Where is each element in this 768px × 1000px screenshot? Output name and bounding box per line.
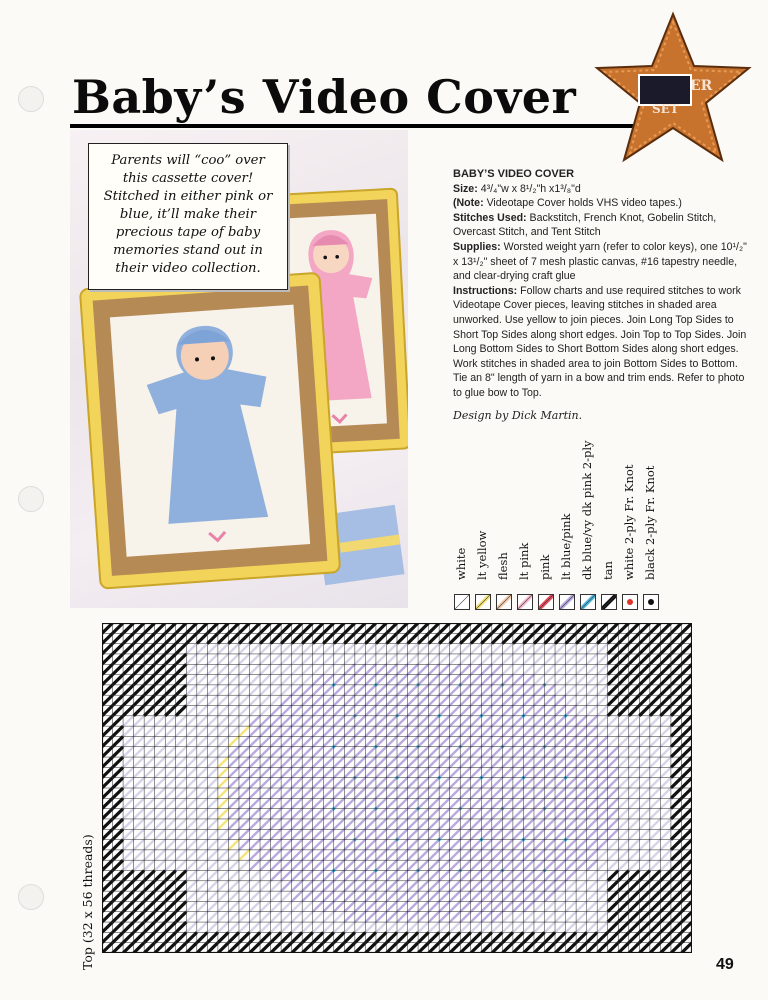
instructions-value: Follow charts and use required stitches to work Videotape Cover pieces, leaving stitches in shaded area unworked. Use yellow to join pieces. Join Long Top Sides to Short Top Sides along short edges. Join Top to Top Sides. Join Long Bottom Sides to Short Bottom Sides along short edges. Work stitches in shaded area to join Bottom Sides to Bottom. Tie an 8" length of yarn in a bow and trim ends. Refer to photo to glue bow to Top.: [453, 284, 747, 399]
photo-caption-box: [88, 143, 288, 290]
color-key-swatch: [643, 594, 659, 610]
color-key-item: [452, 430, 472, 610]
color-key-item: [515, 430, 535, 610]
star-badge-text-bottom: SET: [652, 102, 679, 116]
size-line: [453, 182, 751, 197]
page-title: Baby’s Video Cover: [72, 70, 577, 124]
stitches-label: Stitches Used:: [453, 211, 527, 224]
color-key-label: pink: [538, 554, 552, 580]
instructions-heading: BABY’S VIDEO COVER: [453, 168, 575, 180]
color-key-label: lt blue/pink: [559, 513, 573, 580]
instructions-label: Instructions:: [453, 284, 518, 297]
designer-credit: Design by Dick Martin.: [453, 409, 583, 422]
color-key: [452, 430, 662, 610]
punch-hole-middle: [18, 486, 44, 512]
color-key-label: white 2-ply Fr. Knot: [622, 464, 636, 580]
supplies-value: Worsted weight yarn (refer to color keys), one 10¹/₂" x 13¹/₂" sheet of 7 mesh plastic canvas, #16 tapestry needle, and clear-drying craft glue: [453, 240, 747, 283]
color-key-swatch: [580, 594, 596, 610]
color-key-swatch: [496, 594, 512, 610]
color-key-label: black 2-ply Fr. Knot: [643, 465, 657, 580]
punch-hole-bottom: [18, 884, 44, 910]
punch-hole-top: [18, 86, 44, 112]
color-key-item: [599, 430, 619, 610]
instructions-line: [453, 284, 751, 401]
color-key-label: lt pink: [517, 542, 531, 580]
color-key-swatch: [601, 594, 617, 610]
supplies-line: [453, 240, 751, 284]
color-key-item: [641, 430, 661, 610]
note-line: [453, 196, 751, 211]
stitch-chart: [102, 623, 692, 953]
color-key-swatch: [454, 594, 470, 610]
color-key-swatch: [559, 594, 575, 610]
stitches-value: Backstitch, French Knot, Gobelin Stitch, Overcast Stitch, and Tent Stitch: [453, 211, 717, 239]
size-label: Size:: [453, 182, 478, 195]
instructions-block: [453, 167, 751, 401]
color-key-label: tan: [601, 561, 615, 580]
stitches-line: [453, 211, 751, 240]
color-key-item: [494, 430, 514, 610]
supplies-label: Supplies:: [453, 240, 501, 253]
color-key-swatch: [622, 594, 638, 610]
color-key-item: [620, 430, 640, 610]
color-key-label: flesh: [496, 552, 510, 580]
page-number: 49: [716, 956, 734, 973]
color-key-label: lt yellow: [475, 530, 489, 580]
star-badge-label: [628, 74, 718, 116]
note-label: (Note:: [453, 197, 484, 210]
color-key-label: dk blue/vy dk pink 2-ply: [580, 440, 594, 580]
color-key-item: [557, 430, 577, 610]
note-value: Videotape Cover holds VHS video tapes.): [486, 197, 682, 210]
color-key-swatch: [538, 594, 554, 610]
photo-caption: Parents will “coo” over this cassette cover! Stitched in either pink or blue, it’ll make their precious tape of baby memories stand out in their video collection.: [103, 153, 273, 276]
color-key-label: white: [454, 547, 468, 580]
star-badge-text-top: ER: [690, 78, 713, 94]
color-key-swatch: [475, 594, 491, 610]
color-key-item: [578, 430, 598, 610]
color-key-swatch: [517, 594, 533, 610]
chart-label: Top (32 x 56 threads): [80, 834, 95, 970]
color-key-item: [536, 430, 556, 610]
size-value: 4³/₄"w x 8¹/₂"h x1³/₈"d: [480, 182, 581, 195]
color-key-item: [473, 430, 493, 610]
